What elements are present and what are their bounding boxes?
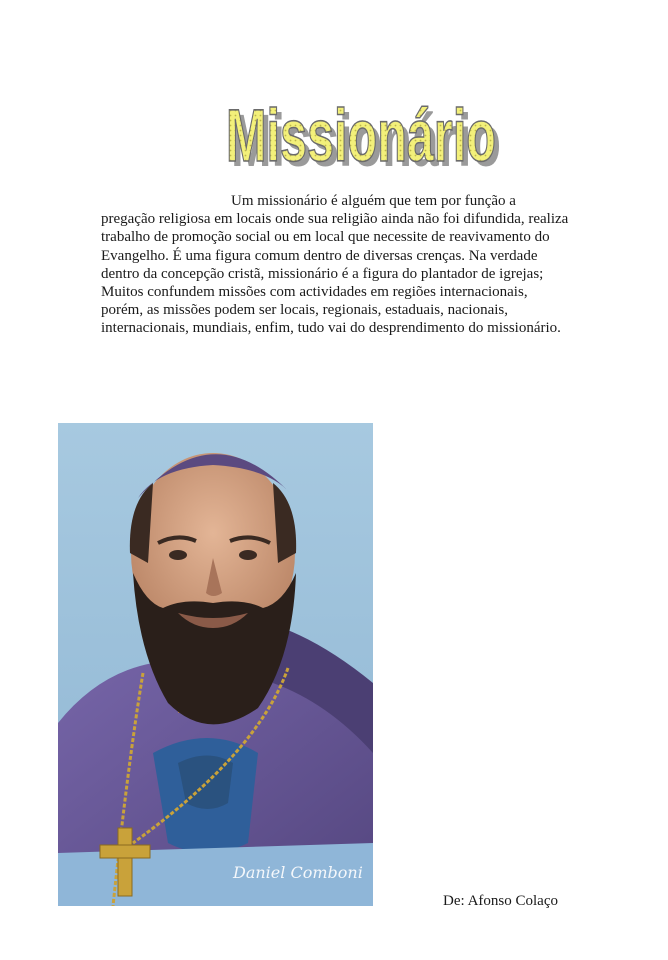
portrait-illustration (58, 423, 373, 906)
title-shadow: Missionário (231, 99, 501, 180)
body-paragraph: Um missionário é alguém que tem por função a pregação religiosa em locais onde sua religião ainda não foi difundida, realiza trabalho de promoção social ou em local que necessite de reavivamento do Evangelho. É uma figura comum dentro de diversas crenças. Na verdade dentro da concepção cristã, missionário é a figura do plantador de igrejas; Muitos confundem missões com actividades em regiões internacionais, porém, as missões podem ser locais, regionais, estaduais, nacionais, internacionais, mundiais, enfim, tudo vai do desprendimento do missionário. (101, 193, 569, 337)
portrait-signature: Daniel Comboni (233, 863, 363, 882)
title-text: Missionário (226, 94, 496, 177)
title-wordart (218, 88, 518, 180)
author-credit: De: Afonso Colaço (443, 893, 558, 909)
page-title (218, 88, 518, 180)
portrait-photo (58, 423, 373, 906)
